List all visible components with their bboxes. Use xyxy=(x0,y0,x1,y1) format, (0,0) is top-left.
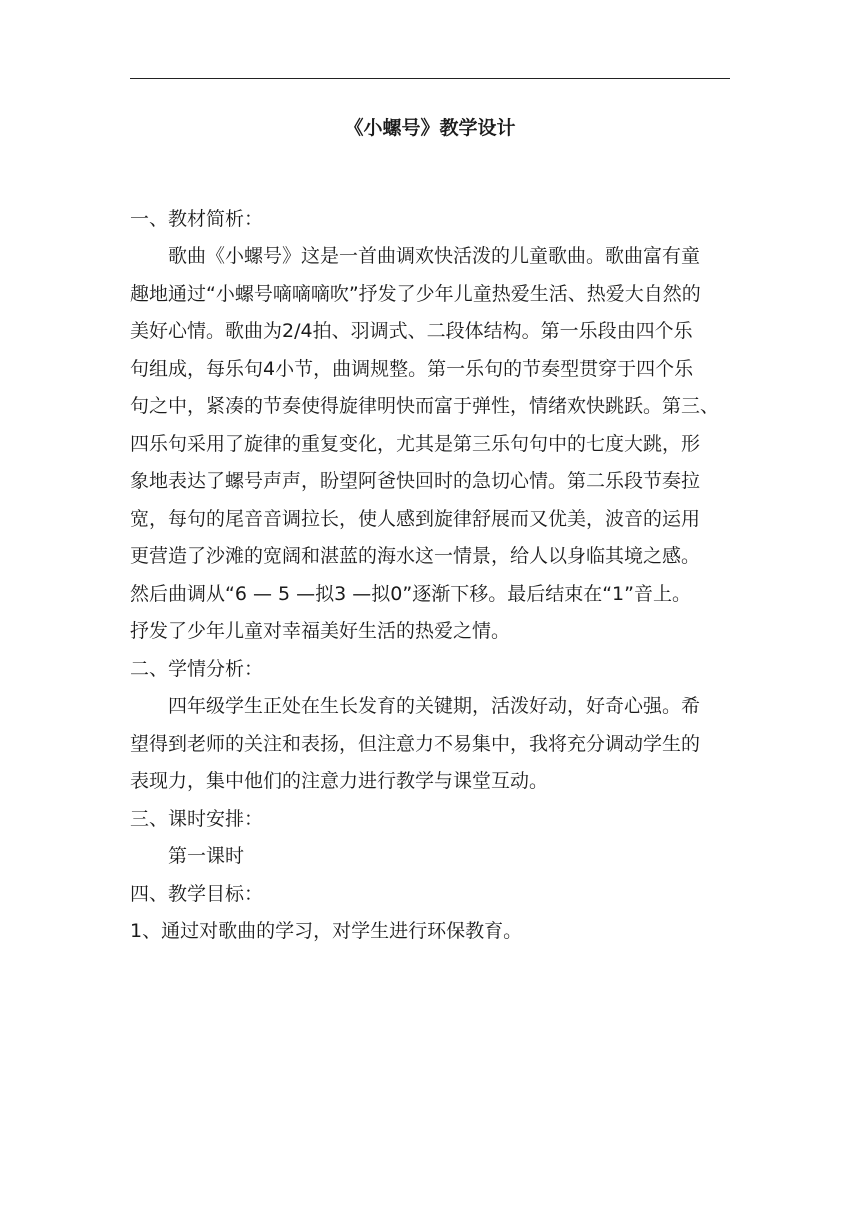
paragraph-line: 歌曲《小螺号》这是一首曲调欢快活泼的儿童歌曲。歌曲富有童 xyxy=(168,245,701,267)
section-heading-objectives: 四、教学目标： xyxy=(130,882,264,905)
document-title: 《小螺号》教学设计 xyxy=(344,117,516,139)
paragraph-line: 象地表达了螺号声声，盼望阿爸快回时的急切心情。第二乐段节奏拉 xyxy=(130,470,701,492)
paragraph-line: 更营造了沙滩的宽阔和湛蓝的海水这一情景，给人以身临其境之感。 xyxy=(130,545,701,567)
paragraph-line: 四乐句采用了旋律的重复变化，尤其是第三乐句句中的七度大跳，形 xyxy=(130,432,701,455)
student-analysis-paragraph xyxy=(130,688,730,801)
paragraph-line: 表现力，集中他们的注意力进行教学与课堂互动。 xyxy=(130,770,549,792)
section-heading-materials: 一、教材简析： xyxy=(130,207,264,230)
paragraph-line: 望得到老师的关注和表扬，但注意力不易集中，我将充分调动学生的 xyxy=(130,732,701,755)
materials-analysis-paragraph xyxy=(130,238,730,651)
schedule-item: 第一课时 xyxy=(168,845,245,867)
paragraph-line: 句之中，紧凑的节奏使得旋律明快而富于弹性，情绪欢快跳跃。第三、 xyxy=(130,395,720,417)
header-rule xyxy=(130,78,730,79)
paragraph-line: 宽，每句的尾音音调拉长，使人感到旋律舒展而又优美，波音的运用 xyxy=(130,507,701,530)
paragraph-line: 美好心情。歌曲为2/4拍、羽调式、二段体结构。第一乐段由四个乐 xyxy=(130,320,693,342)
section-heading-students: 二、学情分析： xyxy=(130,657,264,680)
paragraph-line: 抒发了少年儿童对幸福美好生活的热爱之情。 xyxy=(130,620,511,642)
paragraph-line: 四年级学生正处在生长发育的关键期，活泼好动，好奇心强。希 xyxy=(168,695,701,717)
paragraph-line: 趣地通过“小螺号嘀嘀嘀吹”抒发了少年儿童热爱生活、热爱大自然的 xyxy=(130,282,701,305)
section-heading-schedule: 三、课时安排： xyxy=(130,807,264,830)
paragraph-line: 然后曲调从“6 — 5 —拟3 —拟0”逐渐下移。最后结束在“1”音上。 xyxy=(130,582,691,605)
paragraph-line: 句组成，每乐句4小节，曲调规整。第一乐句的节奏型贯穿于四个乐 xyxy=(130,357,694,380)
objective-item: 1、通过对歌曲的学习，对学生进行环保教育。 xyxy=(130,920,523,942)
document-body xyxy=(130,110,730,951)
